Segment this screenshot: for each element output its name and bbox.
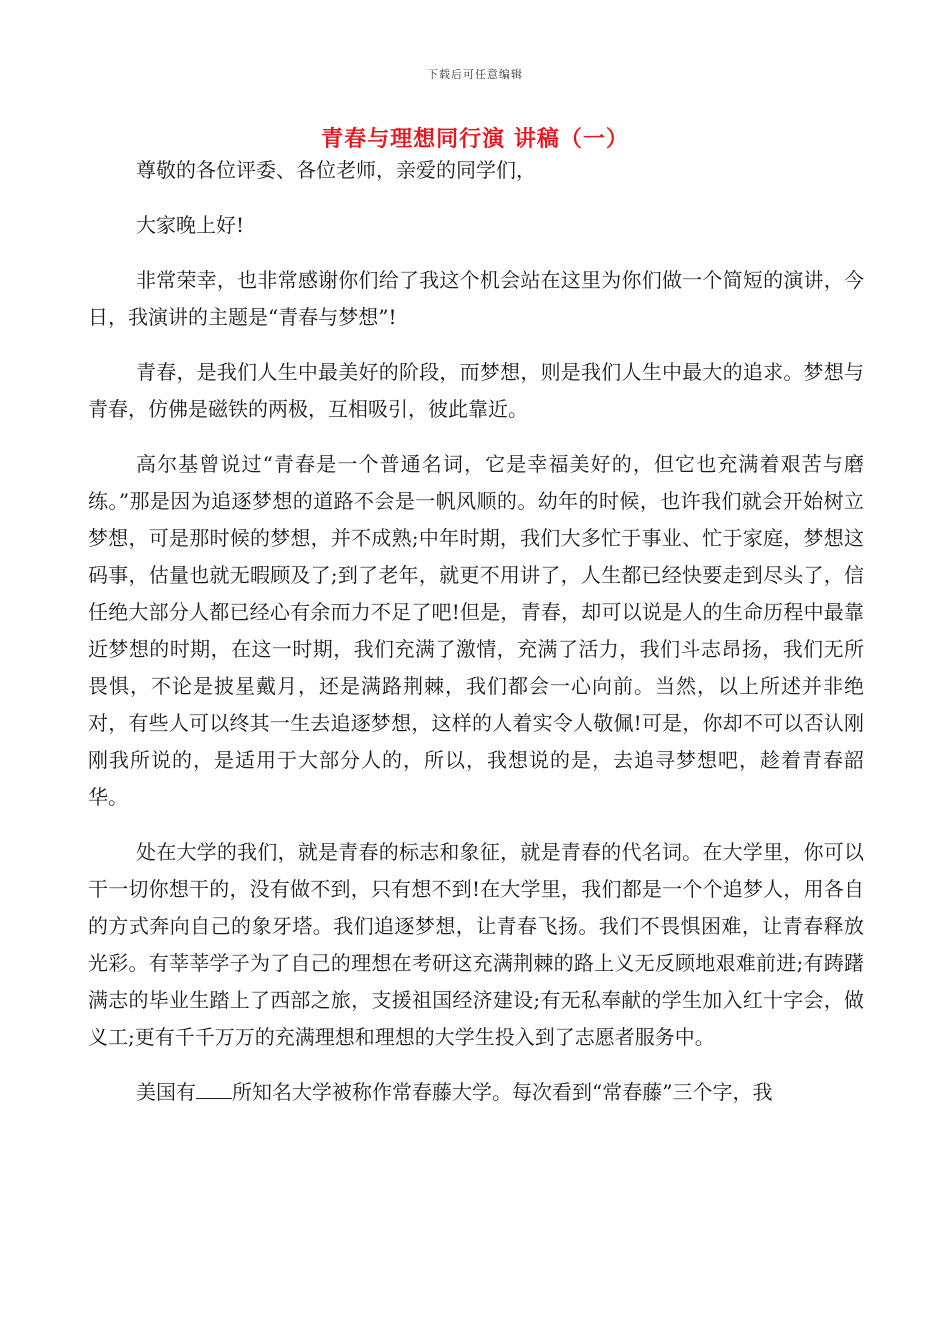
paragraph-gorky-quote: 高尔基曾说过“青春是一个普通名词，它是幸福美好的，但它也充满着艰苦与磨练。”那是因为追逐梦想的道路不会是一帆风顺的。幼年的时候，也许我们就会开始树立梦想，可是那时候的梦想，并不成熟;中年时期，我们大多忙于事业、忙于家庭，梦想这码事，估量也就无暇顾及了;到了老年，就更不用讲了，人生都已经快要走到尽头了，信任绝大部分人都已经心有余而力不足了吧!但是，青春，却可以说是人的生命历程中最靠近梦想的时期，在这一时期，我们充满了激情，充满了活力，我们斗志昂扬，我们无所畏惧，不论是披星戴月，还是满路荆棘，我们都会一心向前。当然，以上所述并非绝对，有些人可以终其一生去追逐梦想，这样的人着实令人敬佩!可是，你却不可以否认刚刚我所说的，是适用于大部分人的，所以，我想说的是，去追寻梦想吧，趁着青春韶华。 bbox=[88, 452, 864, 809]
paragraph-greeting: 尊敬的各位评委、各位老师，亲爱的同学们， bbox=[136, 158, 536, 182]
paragraph-ivy-league bbox=[88, 1074, 864, 1111]
document-body bbox=[88, 152, 864, 1129]
document-title: 青春与理想同行演 讲稿（一） bbox=[321, 126, 629, 152]
download-note: 下载后可任意编辑 bbox=[427, 68, 523, 81]
paragraph-ivy-before: 美国有 bbox=[136, 1080, 196, 1104]
paragraph-youth-dream: 青春，是我们人生中最美好的阶段，而梦想，则是我们人生中最大的追求。梦想与青春，仿佛是磁铁的两极，互相吸引，彼此靠近。 bbox=[88, 360, 864, 421]
fill-in-blank bbox=[196, 1080, 232, 1099]
paragraph-salutation: 大家晚上好! bbox=[136, 213, 245, 237]
paragraph-university: 处在大学的我们，就是青春的标志和象征，就是青春的代名词。在大学里，你可以干一切你想干的，没有做不到，只有想不到!在大学里，我们都是一个个追梦人，用各自的方式奔向自己的象牙塔。我们追逐梦想，让青春飞扬。我们不畏惧困难，让青春释放光彩。有莘莘学子为了自己的理想在考研这充满荆棘的路上义无反顾地艰难前进;有踌躇满志的毕业生踏上了西部之旅，支援祖国经济建设;有无私奉献的学生加入红十字会，做义工;更有千千万万的充满理想和理想的大学生投入到了志愿者服务中。 bbox=[88, 840, 864, 1049]
paragraph-ivy-after: 所知名大学被称作常春藤大学。每次看到“常春藤”三个字，我 bbox=[232, 1080, 773, 1104]
paragraph-intro: 非常荣幸，也非常感谢你们给了我这个机会站在这里为你们做一个简短的演讲，今日，我演讲的主题是“青春与梦想”! bbox=[88, 268, 864, 329]
